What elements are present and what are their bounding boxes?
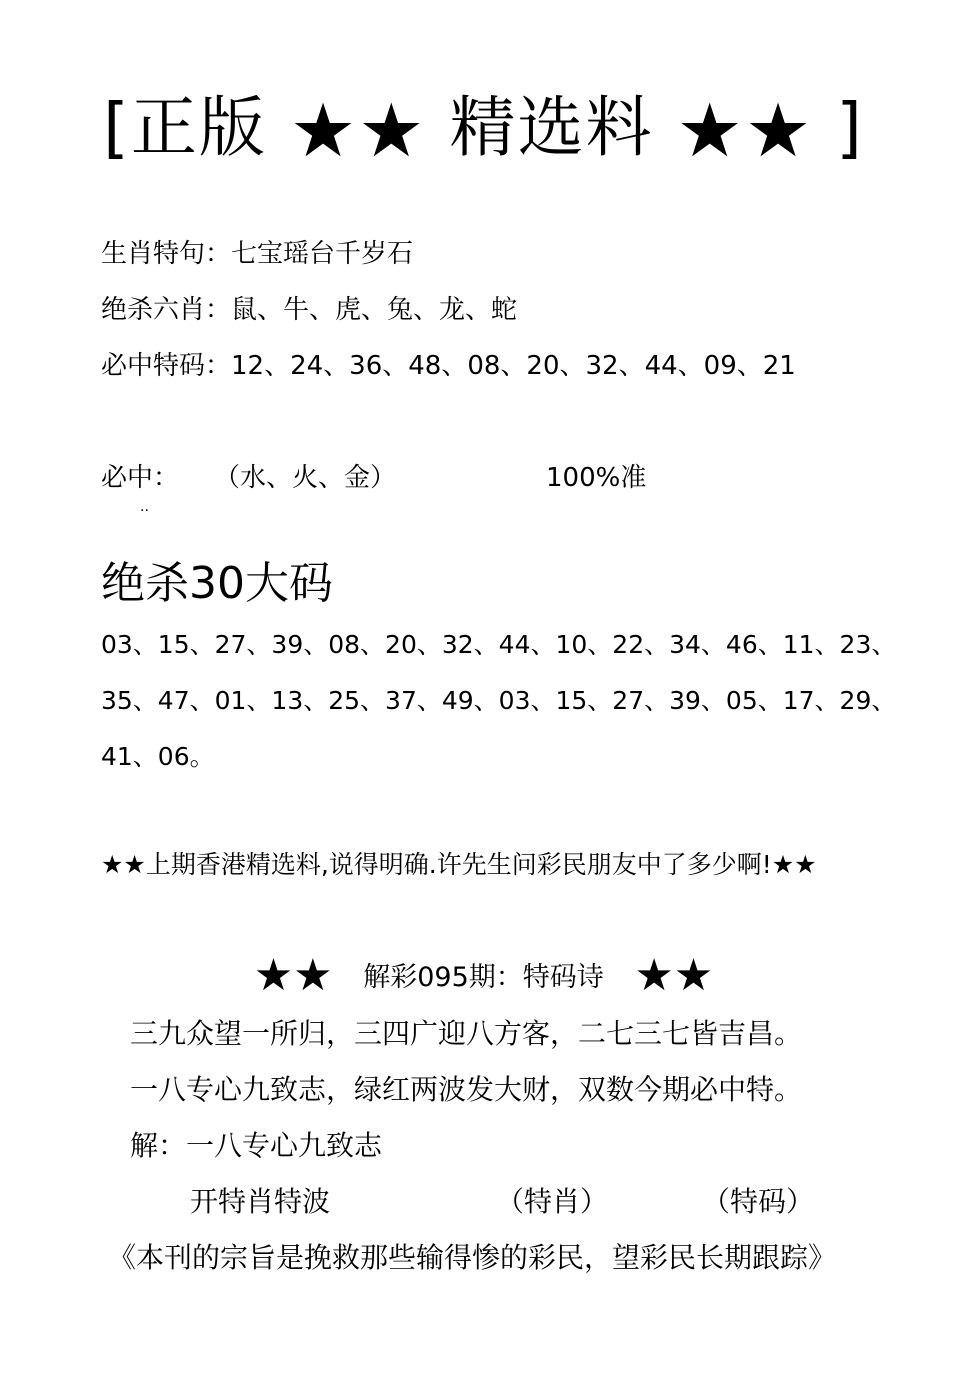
star-icon: ★★ [634,950,714,1001]
elements-value: （水、火、金） [214,463,397,493]
title-mid: 精选料 [449,89,654,166]
poem-line-1: 三九众望一所归，三四广迎八方客，二七三七皆吉昌。 [130,1017,803,1050]
kill30-row: 35、47、01、13、25、37、49、03、15、27、39、05、17、29、 [101,686,897,715]
kill30-row: 03、15、27、39、08、20、32、44、10、22、34、46、11、23、 [101,630,897,659]
label-zodiac: （特肖） [496,1185,609,1218]
page-title [0,88,967,174]
title-right: ] [836,89,864,166]
poem-line-3: 解：一八专心九致志 [130,1129,383,1162]
must-hit-codes: 必中特码：12、24、36、48、08、20、32、44、09、21 [101,351,796,381]
accuracy-text: 100%准 [546,463,647,493]
star-icon: ★★ [253,950,333,1001]
poem-heading [0,952,967,1002]
kill30-heading: 绝杀30大码 [101,558,333,609]
footer-text: 《本刊的宗旨是挽救那些输得惨的彩民，望彩民长期跟踪》 [108,1241,837,1274]
kill30-row: 41、06。 [101,742,215,771]
star-icon: ★★ [289,88,427,174]
zodiac-phrase: 生肖特句：七宝瑶台千岁石 [101,239,414,269]
notice-text: ★★上期香港精选料,说得明确.许先生问彩民朋友中了多少啊!★★ [101,850,817,879]
dots-mark: ·· [140,503,149,519]
title-left: [正版 [103,89,267,166]
star-icon: ★★ [676,88,814,174]
kill-six-zodiac: 绝杀六肖：鼠、牛、虎、兔、龙、蛇 [101,295,518,325]
poem-line-2: 一八专心九致志，绿红两波发大财，双数今期必中特。 [130,1073,803,1106]
label-code: （特码） [702,1185,815,1218]
poem-heading-text: 解彩095期：特码诗 [363,962,604,993]
elements-label: 必中： [101,463,180,493]
label-open: 开特肖特波 [190,1185,331,1218]
